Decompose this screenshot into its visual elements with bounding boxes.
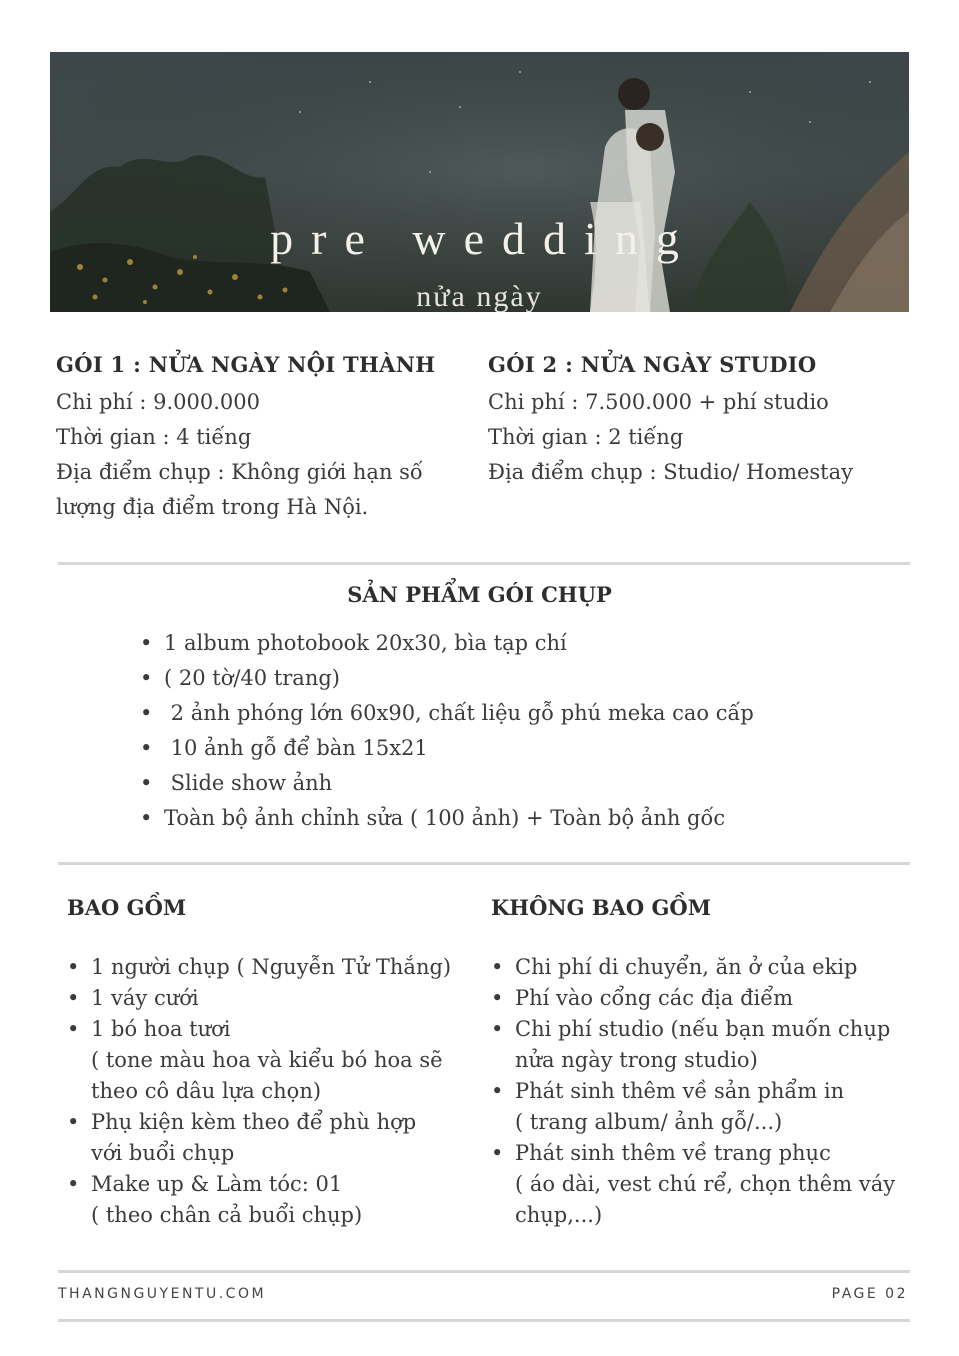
list-item: • Slide show ảnh bbox=[140, 766, 754, 801]
footer-page-number: PAGE 02 bbox=[831, 1286, 908, 1302]
list-item: • 10 ảnh gỗ để bàn 15x21 bbox=[140, 731, 754, 766]
divider bbox=[58, 562, 910, 565]
package-1-line: lượng địa điểm trong Hà Nội. bbox=[56, 495, 369, 519]
package-2 bbox=[488, 352, 888, 490]
included-list bbox=[67, 952, 467, 1231]
package-1-line: Chi phí : 9.000.000 bbox=[56, 390, 260, 414]
package-1-heading: GÓI 1 : NỬA NGÀY NỘI THÀNH bbox=[56, 352, 436, 377]
hero-banner bbox=[50, 52, 909, 312]
footer-website: THANGNGUYENTU.COM bbox=[58, 1286, 267, 1302]
included-heading: BAO GỒM bbox=[67, 895, 187, 920]
list-item: • 1 váy cưới bbox=[67, 983, 467, 1014]
package-1 bbox=[56, 352, 456, 525]
products-list bbox=[140, 626, 754, 836]
list-item: • 1 người chụp ( Nguyễn Tử Thắng) bbox=[67, 952, 467, 983]
package-2-line: Thời gian : 2 tiếng bbox=[488, 425, 684, 449]
list-item: • Phát sinh thêm về sản phẩm in ( trang album/ ảnh gỗ/...) bbox=[491, 1076, 911, 1138]
banner-title: pre wedding bbox=[270, 213, 697, 264]
list-item: • Phụ kiện kèm theo để phù hợp với buổi chụp bbox=[67, 1107, 467, 1169]
list-item: • Phát sinh thêm về trang phục ( áo dài, vest chú rể, chọn thêm váy chụp,...) bbox=[491, 1138, 911, 1231]
list-item: • 2 ảnh phóng lớn 60x90, chất liệu gỗ phú meka cao cấp bbox=[140, 696, 754, 731]
banner-photo bbox=[50, 52, 909, 312]
list-item: • Phí vào cổng các địa điểm bbox=[491, 983, 911, 1014]
included-section bbox=[67, 895, 467, 1231]
list-item: • Chi phí studio (nếu bạn muốn chụp nửa ngày trong studio) bbox=[491, 1014, 911, 1076]
package-2-heading: GÓI 2 : NỬA NGÀY STUDIO bbox=[488, 352, 817, 377]
list-item: • Make up & Làm tóc: 01 ( theo chân cả buổi chụp) bbox=[67, 1169, 467, 1231]
package-1-line: Thời gian : 4 tiếng bbox=[56, 425, 252, 449]
package-2-line: Chi phí : 7.500.000 + phí studio bbox=[488, 390, 829, 414]
products-heading: SẢN PHẨM GÓI CHỤP bbox=[347, 582, 612, 607]
package-2-line: Địa điểm chụp : Studio/ Homestay bbox=[488, 460, 854, 484]
package-1-line: Địa điểm chụp : Không giới hạn số bbox=[56, 460, 423, 484]
excluded-section bbox=[491, 895, 911, 1231]
list-item: • Chi phí di chuyển, ăn ở của ekip bbox=[491, 952, 911, 983]
divider bbox=[58, 862, 910, 865]
excluded-list bbox=[491, 952, 911, 1231]
list-item: • 1 album photobook 20x30, bìa tạp chí bbox=[140, 626, 754, 661]
divider bbox=[58, 1270, 910, 1273]
divider bbox=[58, 1319, 910, 1322]
list-item: • 1 bó hoa tươi ( tone màu hoa và kiểu bó hoa sẽ theo cô dâu lựa chọn) bbox=[67, 1014, 467, 1107]
excluded-heading: KHÔNG BAO GỒM bbox=[491, 895, 711, 920]
list-item: • Toàn bộ ảnh chỉnh sửa ( 100 ảnh) + Toàn bộ ảnh gốc bbox=[140, 801, 754, 836]
banner-subtitle: nửa ngày bbox=[416, 280, 543, 312]
list-item: • ( 20 tờ/40 trang) bbox=[140, 661, 754, 696]
